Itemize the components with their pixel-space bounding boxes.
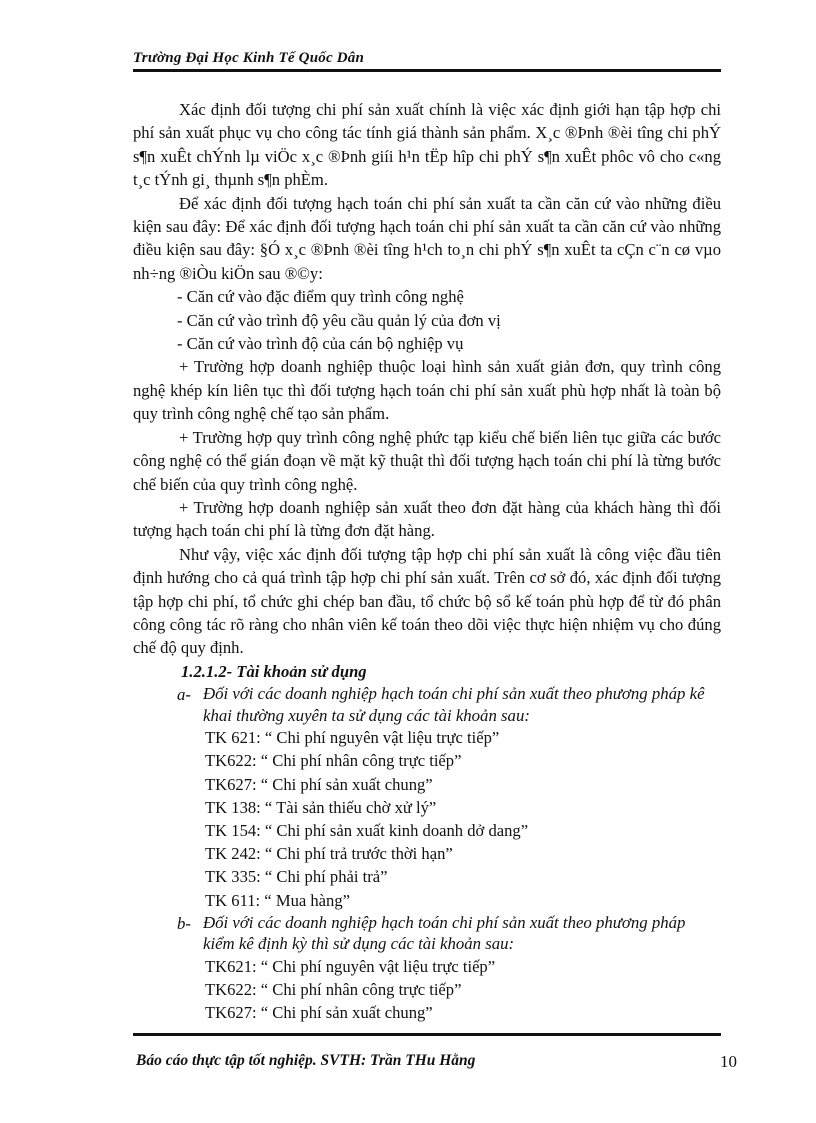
header-title: Trường Đại Học Kinh Tế Quốc Dân [133,50,365,66]
page-body [133,98,721,1024]
page-number: 10 [720,1052,737,1071]
account-b-1: TK621: “ Chi phí nguyên vật liệu trực tiếp” [205,956,496,976]
bullet-2: - Căn cứ vào trình độ yêu cầu quản lý của đơn vị [177,310,501,330]
sub-item-a-marker: a- [177,685,191,705]
paragraph-6: Như vậy, việc xác định đối tượng tập hợp chi phí sản xuất là công việc đầu tiên định hướng cho cả quá trình tập hợp chi phí sản xuất. Trên cơ sở đó, xác định đối tượng tập hợp chi phí, tổ chức ghi chép ban đầu, tổ chức bộ sổ kế toán phù hợp để từ đó phân công công tác rõ ràng cho nhân viên kế toán theo dõi việc thực hiện nhiệm vụ cho đúng chế độ quy định. [133,544,721,658]
sub-item-a [133,683,721,726]
account-a-1: TK 621: “ Chi phí nguyên vật liệu trực tiếp” [205,728,500,748]
page-header [133,46,721,72]
account-b-3: TK627: “ Chi phí sản xuất chung” [205,1003,433,1023]
account-a-4: TK 138: “ Tài sản thiếu chờ xử lý” [205,797,437,817]
account-a-7: TK 335: “ Chi phí phải trả” [205,867,388,887]
paragraph-3: + Trường hợp doanh nghiệp thuộc loại hình sản xuất giản đơn, quy trình công nghệ khép kín liên tục thì đối tượng hạch toán chi phí sản xuất phù hợp nhất là toàn bộ quy trình công nghệ chế tạo sản phẩm. [133,357,721,424]
sub-item-b [133,912,721,955]
sub-item-b-text: Đối với các doanh nghiệp hạch toán chi phí sản xuất theo phương pháp kiểm kê định kỳ thì sử dụng các tài khoản sau: [203,912,686,954]
bullet-3: - Căn cứ vào trình độ của cán bộ nghiệp vụ [177,334,464,354]
account-a-2: TK622: “ Chi phí nhân công trực tiếp” [205,751,462,771]
bullet-1: - Căn cứ vào đặc điểm quy trình công nghệ [177,287,464,307]
footer-text: Báo cáo thực tập tốt nghiệp. SVTH: Trần THu Hằng [136,1052,476,1069]
sub-item-a-text: Đối với các doanh nghiệp hạch toán chi phí sản xuất theo phương pháp kê khai thường xuyên ta sử dụng các tài khoản sau: [203,684,705,725]
paragraph-1: Xác định đối tượng chi phí sản xuất chính là việc xác định giới hạn tập hợp chi phí sản xuất phục vụ cho công tác tính giá thành sản phẩm. X¸c ®Þnh ®èi tîng chi phÝ s¶n xuÊt chÝnh lµ viÖc x¸c ®Þnh giíi h¹n tËp hîp chi phÝ s¶n xuÊt phôc vô cho c«ng t¸c tÝnh gi¸ thµnh s¶n phÈm. [133,100,721,190]
header-rule [133,69,721,72]
sub-item-b-marker: b- [177,913,191,933]
account-a-6: TK 242: “ Chi phí trả trước thời hạn” [205,844,453,864]
account-a-5: TK 154: “ Chi phí sản xuất kinh doanh dở dang” [205,820,529,840]
paragraph-5: + Trường hợp doanh nghiệp sản xuất theo đơn đặt hàng của khách hàng thì đối tượng hạch toán chi phí là từng đơn đặt hàng. [133,497,721,541]
account-a-8: TK 611: “ Mua hàng” [205,890,351,910]
account-a-3: TK627: “ Chi phí sản xuất chung” [205,774,433,794]
paragraph-2: Để xác định đối tượng hạch toán chi phí sản xuất ta cần căn cứ vào những điều kiện sau đây: Để xác định đối tượng hạch toán chi phí sản xuất ta cần căn cứ vào những điều kiện sau đây: §Ó x¸c ®Þnh ®èi tîng h¹ch to¸n chi phÝ s¶n xuÊt ta cÇn c¨n cø vµo nh÷ng ®iÒu kiÖn sau ®©y: [133,193,721,283]
section-heading: 1.2.1.2- Tài khoản sử dụng [181,661,367,681]
paragraph-4: + Trường hợp quy trình công nghệ phức tạp kiểu chế biến liên tục giữa các bước công nghệ có thể gián đoạn về mặt kỹ thuật thì đối tượng hạch toán chi phí là từng bước chế biến của quy trình công nghệ. [133,427,721,494]
footer-rule [133,1033,721,1036]
account-b-2: TK622: “ Chi phí nhân công trực tiếp” [205,979,462,999]
